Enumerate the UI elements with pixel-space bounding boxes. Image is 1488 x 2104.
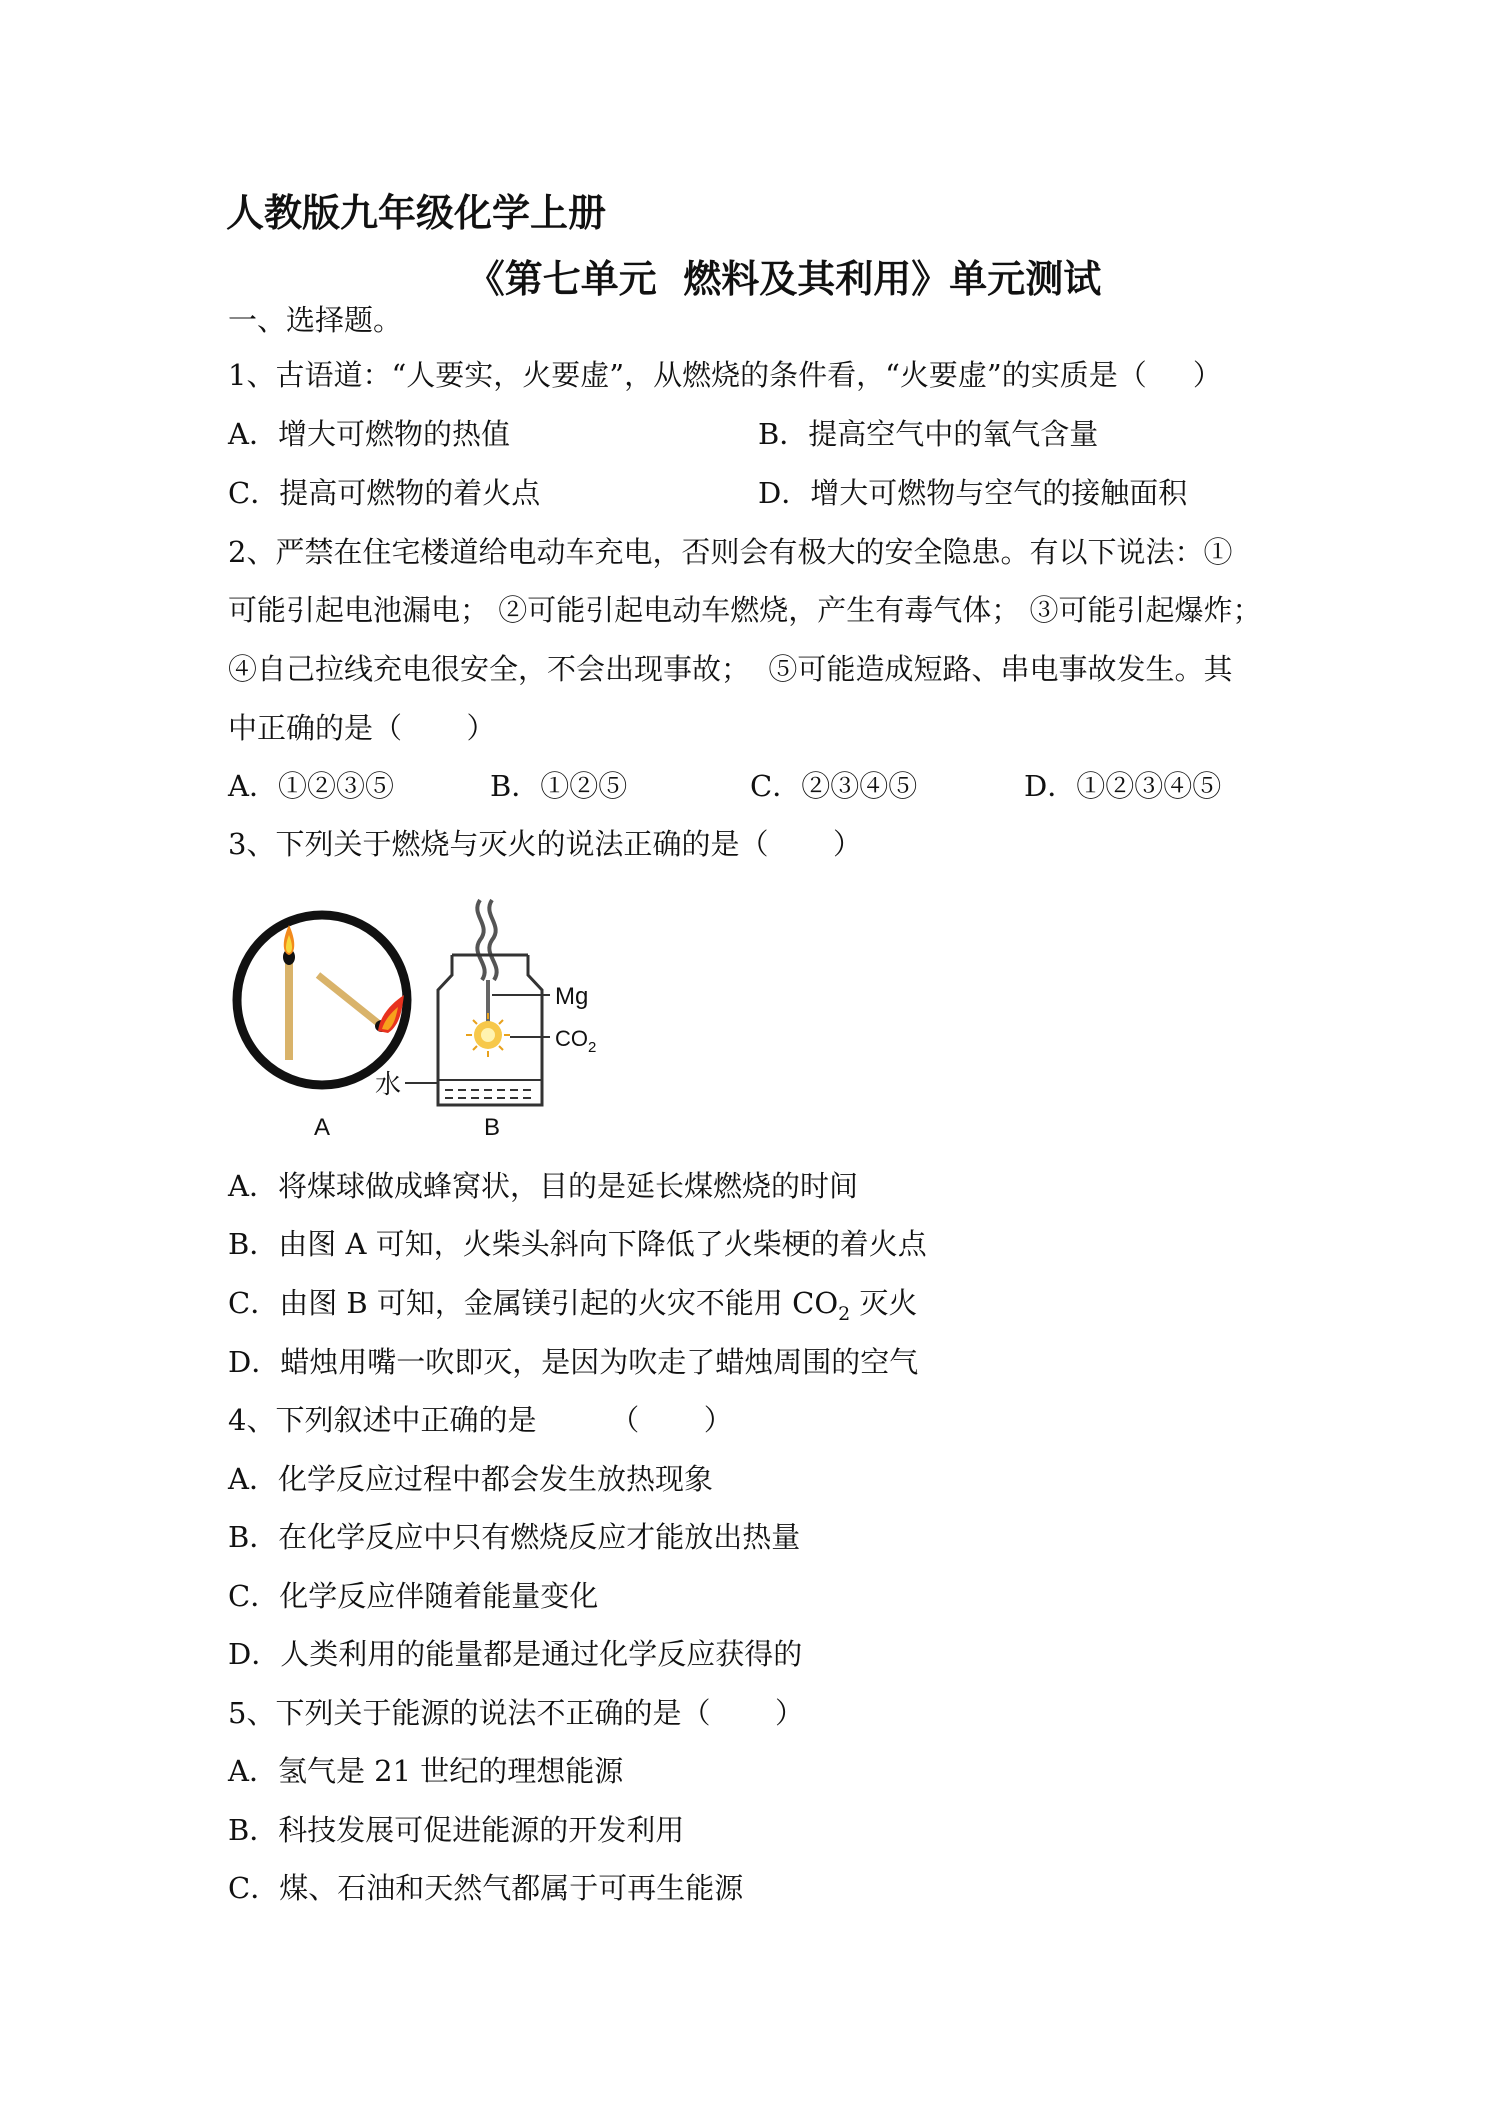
q2-option-a: A．①②③⑤ [228,769,394,803]
q3-stem: 3、下列关于燃烧与灭火的说法正确的是（ ） [228,827,862,861]
q3-option-c-pre: C．由图 B 可知，金属镁引起的火灾不能用 CO [228,1286,839,1320]
q2-stem-line1: 2、严禁在住宅楼道给电动车充电，否则会有极大的安全隐患。有以下说法：① [228,535,1233,569]
co2-label-sub: 2 [588,1039,597,1056]
q3-option-c-post: 灭火 [850,1286,918,1320]
q1-option-c: C．提高可燃物的着火点 [228,476,541,510]
q5-option-c: C．煤、石油和天然气都属于可再生能源 [228,1871,744,1905]
section-heading: 一、选择题。 [228,303,403,337]
figure-b-jar [405,900,550,1105]
q4-stem: 4、下列叙述中正确的是 （ ） [228,1403,733,1437]
q1-option-d: D．增大可燃物与空气的接触面积 [758,476,1188,510]
burning-mg-core [481,1028,495,1042]
co2-label-main: CO [555,1026,588,1051]
tilted-match-stick [318,975,378,1023]
q5-option-a: A．氢气是 21 世纪的理想能源 [228,1754,624,1788]
tongs-handle [477,900,484,980]
q1-option-b: B．提高空气中的氧气含量 [758,417,1099,451]
q2-option-c: C．②③④⑤ [750,769,918,803]
q5-stem: 5、下列关于能源的说法不正确的是（ ） [228,1696,804,1730]
q2-stem-line3: ④自己拉线充电很安全，不会出现事故； ⑤可能造成短路、串电事故发生。其 [228,652,1233,686]
q1-stem: 1、古语道：“人要实，火要虚”，从燃烧的条件看，“火要虚”的实质是（ ） [228,358,1222,392]
q3-option-a: A．将煤球做成蜂窝状，目的是延长煤燃烧的时间 [228,1169,858,1203]
q4-option-c: C．化学反应伴随着能量变化 [228,1579,599,1613]
q2-option-d: D．①②③④⑤ [1024,769,1222,803]
q4-option-d: D．人类利用的能量都是通过化学反应获得的 [228,1637,803,1671]
mg-label: Mg [555,983,589,1010]
q3-option-d: D．蜡烛用嘴一吹即灭，是因为吹走了蜡烛周围的空气 [228,1345,919,1379]
tongs-handle-2 [489,900,496,980]
q1-option-a: A．增大可燃物的热值 [228,417,510,451]
q3-option-b: B．由图 A 可知，火柴头斜向下降低了火柴梗的着火点 [228,1227,927,1261]
q2-option-b: B．①②⑤ [490,769,628,803]
figure-b-label: B [483,1114,501,1141]
document-title: 人教版九年级化学上册 [226,191,607,235]
q3-option-c [228,1283,917,1334]
q2-stem-line4: 中正确的是（ ） [228,711,496,745]
figure-a-circle [237,915,407,1085]
q4-option-a: A．化学反应过程中都会发生放热现象 [228,1462,713,1496]
co2-label [555,1026,596,1056]
upright-match-stick [285,960,293,1060]
q4-option-b: B．在化学反应中只有燃烧反应才能放出热量 [228,1520,801,1554]
figure-a-matches [237,915,407,1085]
q3-figure [230,895,670,1145]
q3-option-c-sub: 2 [838,1302,851,1325]
figure-a-label: A [313,1114,331,1141]
document-subtitle: 《第七单元 燃料及其利用》单元测试 [466,257,1102,301]
q3-figure-svg [230,895,670,1145]
water-label: 水 [375,1069,402,1099]
q5-option-b: B．科技发展可促进能源的开发利用 [228,1813,685,1847]
q2-stem-line2: 可能引起电池漏电； ②可能引起电动车燃烧，产生有毒气体； ③可能引起爆炸； [228,593,1262,627]
